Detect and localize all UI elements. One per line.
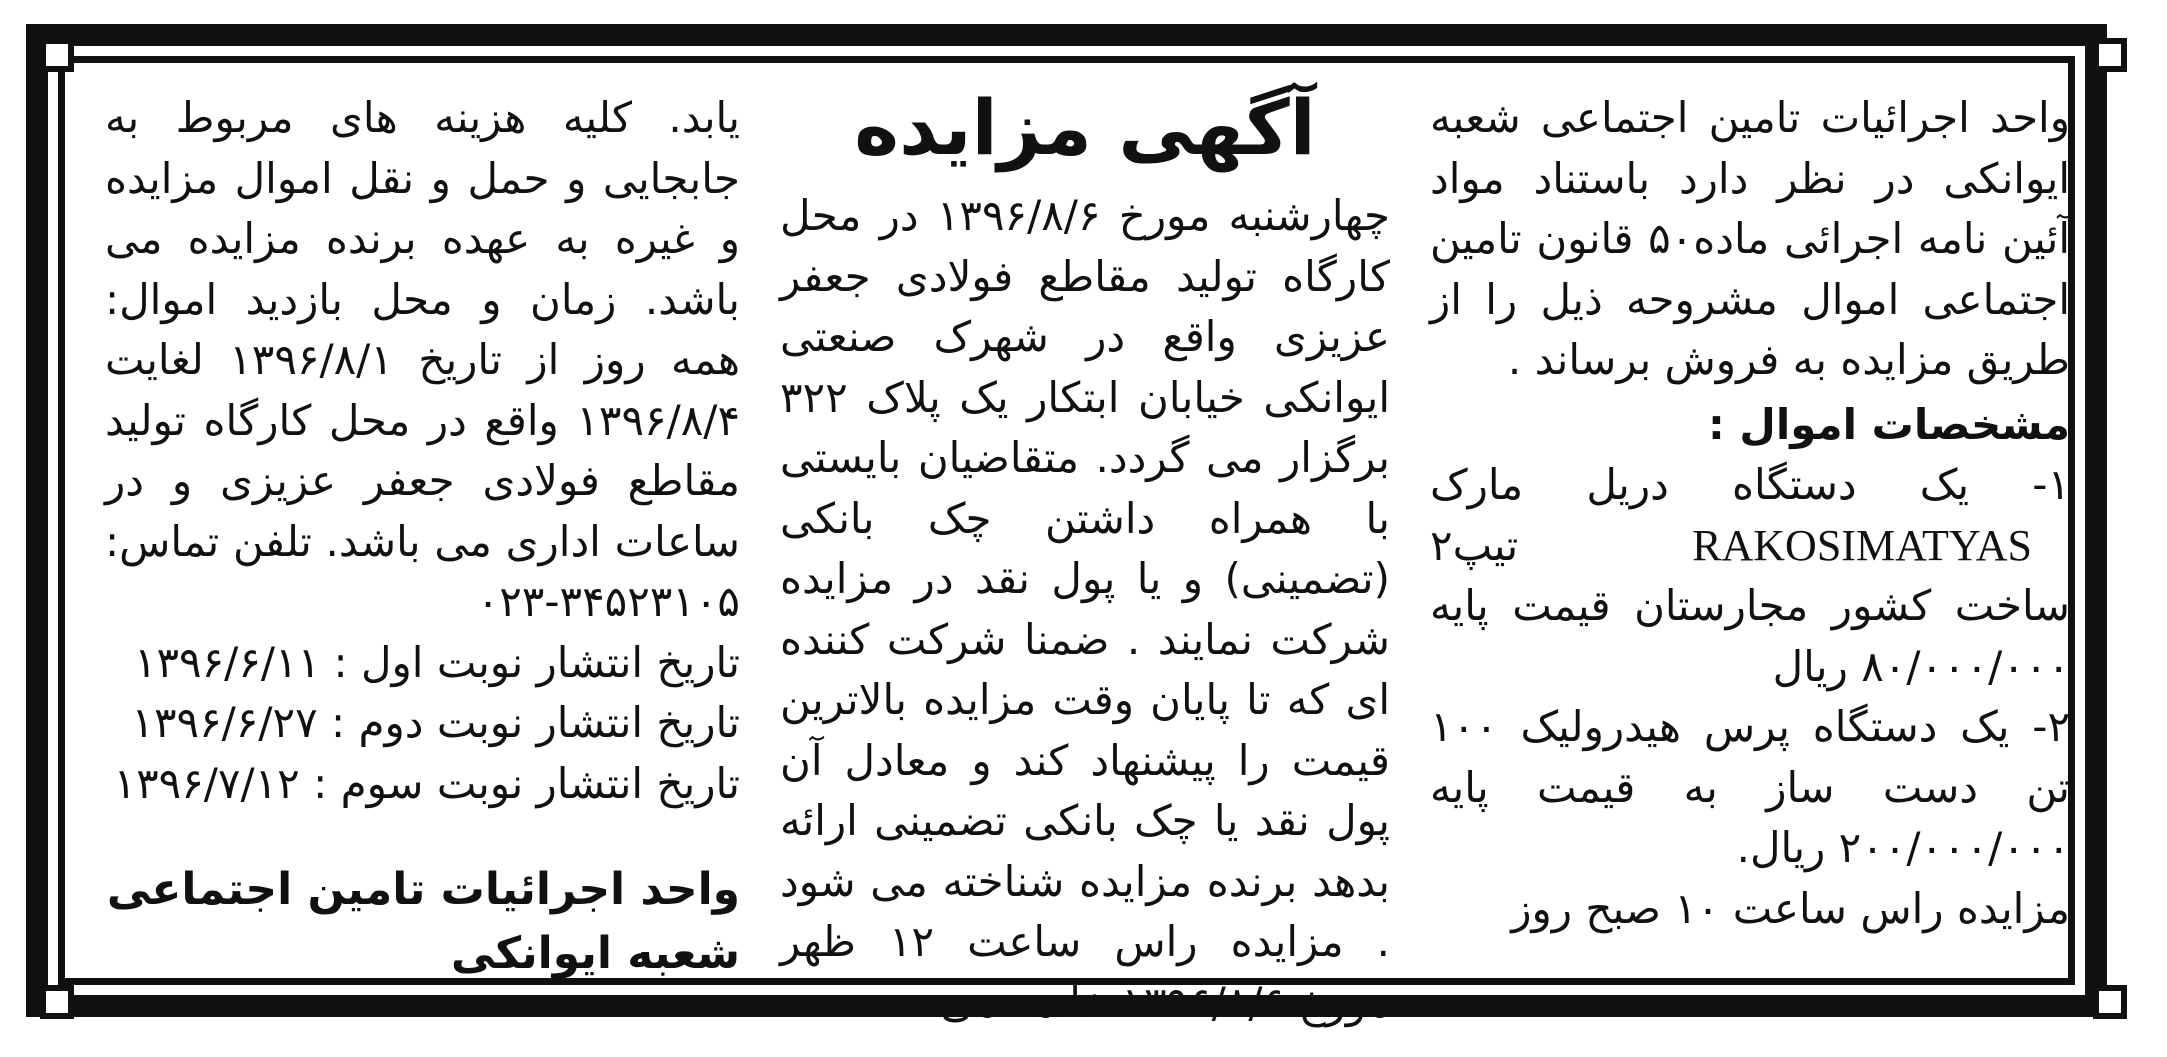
left-body-text: یابد. کلیه هزینه های مربوط به جابجایی و حمل و نقل اموال مزایده و غیره به عهده برنده مزایده می باشد. زمان و محل بازدید اموال: همه روز از تاریخ ۱۳۹۶/۸/۱ لغایت ۱۳۹۶/۸/۴ واقع در محل کارگاه تولید مقاطع فولادی جعفر عزیزی و در ساعات اداری می باشد. تلفن تماس: (105, 93, 740, 566)
item-1-brand: RAKOSIMATYAS (1692, 520, 2032, 570)
item-1-text-b: تیپ۲ ساخت کشور مجارستان قیمت پایه ۸۰/۰۰۰/۰۰۰ ریال (1430, 520, 2070, 691)
auction-start: مزایده راس ساعت ۱۰ صبح روز (1511, 883, 2070, 933)
corner-ornament (40, 985, 74, 1019)
signature-line-1: واحد اجرائیات تامین اجتماعی (106, 864, 740, 915)
publication-date-3: تاریخ انتشار نوبت سوم : ۱۳۹۶/۷/۱۲ (113, 758, 740, 808)
specs-heading: مشخصات اموال : (1708, 399, 2070, 449)
corner-ornament (40, 38, 74, 72)
signature-line-2: شعبه ایوانکی (451, 928, 740, 979)
contact-phone: ۰۲۳-۳۴۵۲۳۱۰۵ (476, 577, 740, 626)
item-1-text-a: ۱- یک دستگاه دریل مارک (1430, 460, 2070, 509)
notice-content (95, 83, 2071, 1027)
signature (105, 858, 740, 986)
item-1 (1430, 455, 2070, 697)
left-column (105, 88, 740, 979)
left-body (105, 88, 740, 633)
corner-ornament (2093, 38, 2127, 72)
corner-ornament (2093, 985, 2127, 1019)
right-column (1430, 88, 2070, 968)
publication-date-1: تاریخ انتشار نوبت اول : ۱۳۹۶/۶/۱۱ (133, 637, 740, 687)
middle-body: چهارشنبه مورخ ۱۳۹۶/۸/۶ در محل کارگاه تولید مقاطع فولادی جعفر عزیزی واقع در شهرک صنعتی ایوانکی خیابان ابتکار یک پلاک ۳۲۲ برگزار می گردد. متقاضیان بایستی با همراه داشتن چک بانکی (تضمینی) و یا پول نقد در مزایده شرکت نمایند . ضمنا شرکت کننده ای که تا پایان وقت مزایده بالاترین قیمت را پیشنهاد کند و معادل آن پول نقد یا چک بانکی تضمینی ارائه بدهد برنده مزایده شناخته می شود . مزایده راس ساعت ۱۲ ظهر مورخ ۱۳۹۶/۸/۶ خاتمه می (780, 191, 1391, 1027)
notice-title: آگهی مزایده (854, 83, 1316, 172)
item-2: ۲- یک دستگاه پرس هیدرولیک ۱۰۰ تن دست ساز به قیمت پایه ۲۰۰/۰۰۰/۰۰۰ ریال. (1430, 702, 2070, 872)
publication-date-2: تاریخ انتشار نوبت دوم : ۱۳۹۶/۶/۲۷ (131, 698, 740, 747)
intro-paragraph: واحد اجرائیات تامین اجتماعی شعبه ایوانکی در نظر دارد باستناد مواد آئین نامه اجرائی ماده۵۰ قانون تامین اجتماعی اموال مشروحه ذیل را از طریق مزایده به فروش برساند . (1430, 93, 2071, 384)
middle-column (780, 83, 1391, 1027)
